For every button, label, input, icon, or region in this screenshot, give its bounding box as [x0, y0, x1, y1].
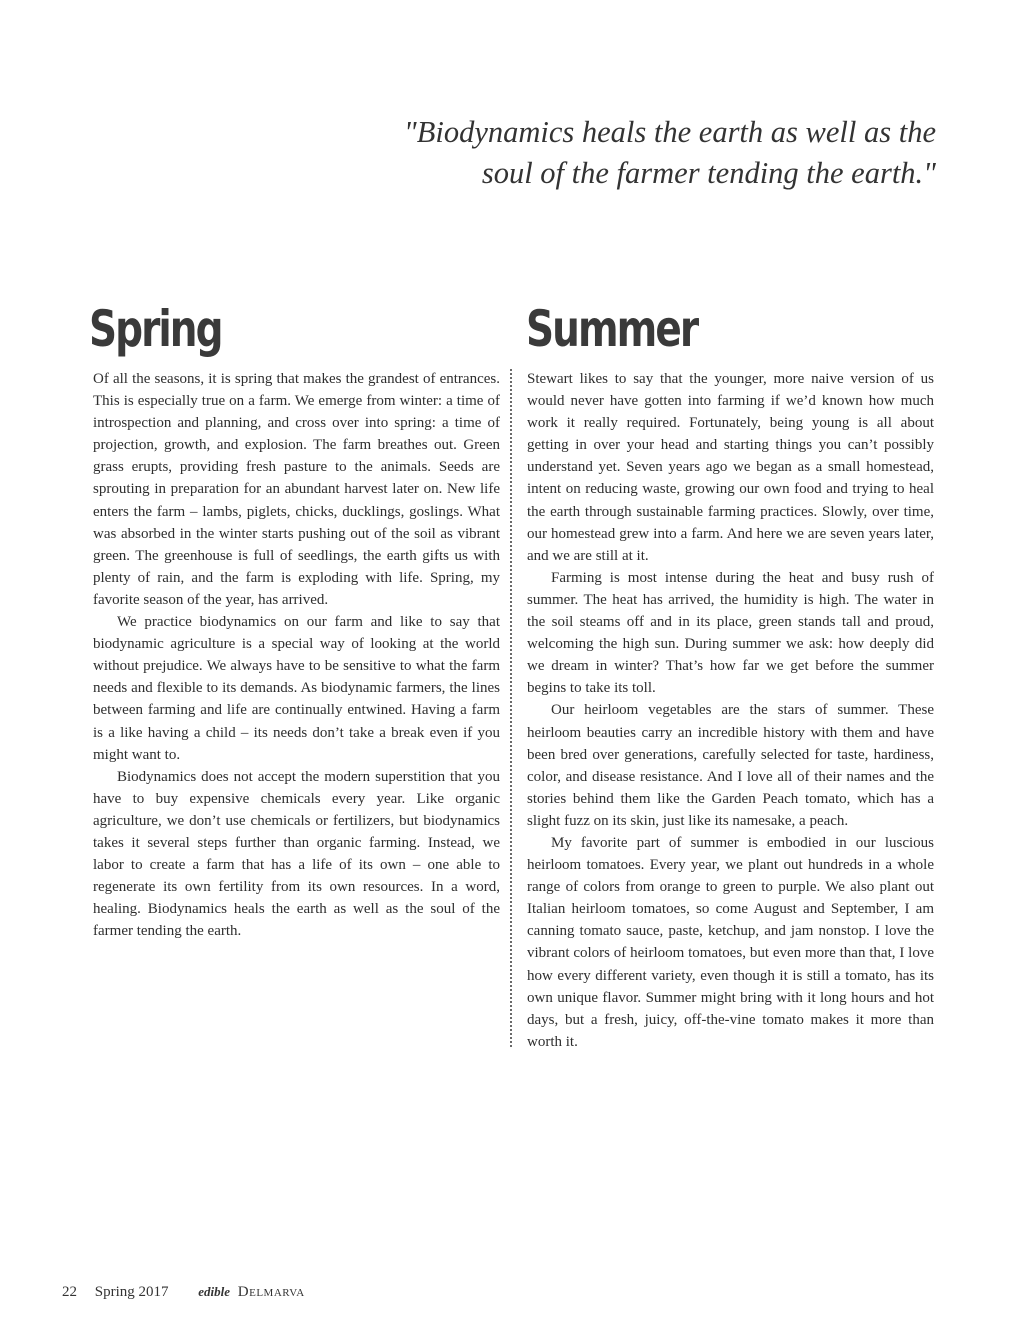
spring-heading: Spring: [89, 300, 222, 358]
pull-quote: [296, 112, 936, 194]
issue-date: Spring 2017: [94, 1284, 169, 1300]
column-divider: [510, 369, 512, 1047]
pull-quote-line: soul of the farmer tending the earth.": [481, 156, 936, 190]
brand-name: Delmarva: [237, 1284, 305, 1300]
spring-paragraph: Biodynamics does not accept the modern superstition that you have to buy expensive chemicals every year. Like organic agriculture, we don’t use chemicals or fertilizers, but biodynamics takes it several steps further than organic farming. Instead, we labor to create a farm that has a life of its own – one able to regenerate its own fertility from its own resources. In a word, healing. Biodynamics heals the earth as well as the soul of the farmer tending the earth.: [93, 768, 500, 940]
spring-column: [93, 368, 500, 942]
summer-paragraph: My favorite part of summer is embodied in our luscious heirloom tomatoes. Every year, we plant out hundreds in a whole range of colors from orange to green to purple. We also plant out Italian heirloom tomatoes, so come August and September, I am canning tomato sauce, paste, ketchup, and jam nonstop. I love the vibrant colors of heirloom tomatoes, but even more than that, I love how every different variety, even though it is still a tomato, has its own unique flavor. Summer might bring with it long hours and hot days, but a fresh, juicy, off-the-vine tomato makes it more than worth it.: [527, 834, 934, 1050]
pull-quote-line: "Biodynamics heals the earth as well as the: [403, 115, 936, 149]
summer-heading: Summer: [526, 300, 698, 358]
page-footer: [62, 1284, 305, 1301]
brand-edible: edible: [198, 1284, 231, 1299]
spring-paragraph: We practice biodynamics on our farm and like to say that biodynamic agriculture is a special way of looking at the world without prejudice. We always have to be sensitive to what the farm needs and flexible to its demands. As biodynamic farmers, the lines between farming and life are continually entwined. Having a farm is a like having a child – its needs don’t take a break even if you might want to.: [93, 614, 500, 763]
page-number: 22: [62, 1284, 77, 1300]
spring-paragraph: Of all the seasons, it is spring that makes the grandest of entrances. This is especially true on a farm. We emerge from winter: a time of introspection and planning, and cross over into spring: a time of projection, growth, and explosion. The farm breathes out. Green grass erupts, providing fresh pasture to the animals. Seeds are sprouting in preparation for an abundant harvest later on. New life enters the farm – lambs, piglets, chicks, ducklings, goslings. What was absorbed in the winter starts pushing out of the soil as vibrant green. The greenhouse is full of seedlings, the earth gifts us with plenty of rain, and the farm is exploding with life. Spring, my favorite season of the year, has arrived.: [93, 371, 500, 608]
summer-paragraph: Farming is most intense during the heat and busy rush of summer. The heat has arrived, the humidity is high. The water in the soil steams off and in its place, green stands tall and proud, welcoming the high sun. During summer we ask: how deeply did we dream in winter? That’s how far we get before the summer begins to take its toll.: [527, 569, 934, 697]
summer-column: [527, 368, 934, 1053]
summer-paragraph: Stewart likes to say that the younger, more naive version of us would never have gotten into farming if we’d known how much work it really required. Fortunately, being young is all about getting in over your head and starting things you can’t possibly understand yet. Seven years ago we began as a small homestead, intent on reducing waste, growing our own food and trying to heal the earth through sustainable farming practices. Slowly, over time, our homestead grew into a farm. And here we are seven years later, and we are still at it.: [527, 371, 934, 564]
summer-paragraph: Our heirloom vegetables are the stars of summer. These heirloom beauties carry an incredible history with them and have been bred over generations, carefully selected for taste, hardiness, color, and disease resistance. And I love all of their names and the stories behind them like the Garden Peach tomato, which has a slight fuzz on its skin, just like its namesake, a peach.: [527, 702, 934, 829]
